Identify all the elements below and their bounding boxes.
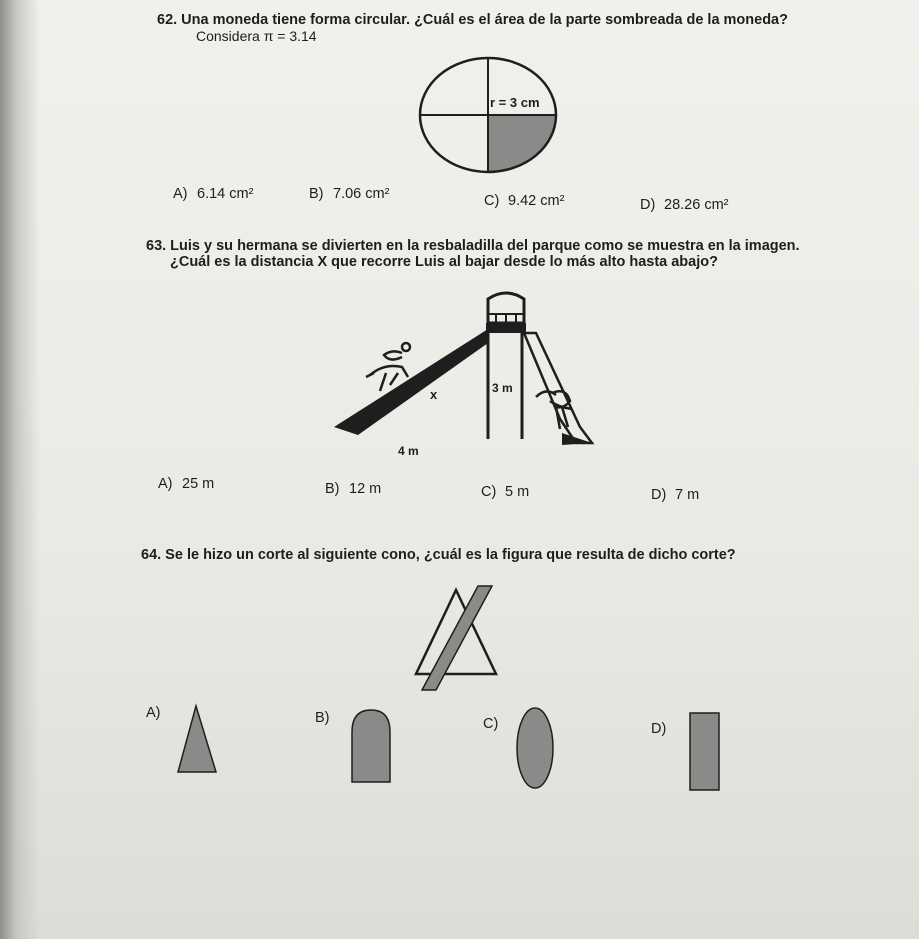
q62-note: Considera π = 3.14 (196, 28, 317, 44)
option-value: 9.42 cm² (508, 193, 565, 209)
q64-option-c-label: C) (483, 716, 499, 732)
option-value: 28.26 cm² (664, 197, 729, 213)
q64-option-c-ellipse[interactable] (515, 706, 555, 790)
q63-option-d[interactable] (651, 487, 699, 503)
q64-option-d-label: D) (651, 721, 667, 737)
q62-option-d[interactable] (640, 197, 728, 213)
option-value: 7.06 cm² (333, 186, 390, 202)
option-letter: C) (484, 193, 500, 209)
coin-figure (413, 56, 563, 176)
option-letter: B) (309, 186, 324, 202)
q62-option-b[interactable] (309, 186, 389, 202)
ladder (524, 333, 592, 443)
option-letter: C) (481, 484, 497, 500)
q64-option-d-rectangle[interactable] (689, 712, 721, 792)
label-base: 4 m (398, 444, 419, 458)
q63-option-a[interactable] (158, 476, 214, 492)
option-value: 7 m (675, 487, 700, 503)
q63-title: 63. Luis y su hermana se divierten en la resbaladilla del parque como se muestra en la imagen. (146, 238, 800, 254)
option-value: 12 m (349, 481, 382, 497)
option-letter: D) (651, 487, 667, 503)
q64-title: 64. Se le hizo un corte al siguiente cono, ¿cuál es la figura que resulta de dicho corte? (141, 547, 736, 563)
q63-question: ¿Cuál es la distancia X que recorre Luis al bajar desde lo más alto hasta abajo? (170, 254, 718, 270)
option-letter: A) (173, 186, 188, 202)
q63-option-b[interactable] (325, 481, 381, 497)
q64-option-a-triangle[interactable] (176, 704, 218, 774)
label-height: 3 m (492, 381, 513, 395)
option-value: 5 m (505, 484, 530, 500)
cone-figure (412, 586, 502, 692)
radius-label: r = 3 cm (490, 95, 540, 110)
option-letter: D) (640, 197, 656, 213)
option-letter: B) (325, 481, 340, 497)
slide-figure (330, 287, 605, 467)
option-value: 25 m (182, 476, 215, 492)
option-letter: A) (158, 476, 173, 492)
label-x: x (430, 387, 438, 402)
slide-ramp (334, 329, 488, 435)
q64-option-b-arch[interactable] (350, 708, 392, 784)
option-value: 6.14 cm² (197, 186, 254, 202)
q62-option-a[interactable] (173, 186, 253, 202)
q64-option-a-label: A) (146, 705, 161, 721)
q62-option-c[interactable] (484, 193, 564, 209)
q62-title: 62. Una moneda tiene forma circular. ¿Cuál es el área de la parte sombreada de la moneda? (157, 12, 788, 28)
page-edge-shadow (0, 0, 40, 939)
q64-option-b-label: B) (315, 710, 330, 726)
q63-option-c[interactable] (481, 484, 529, 500)
tower-platform (486, 323, 526, 333)
